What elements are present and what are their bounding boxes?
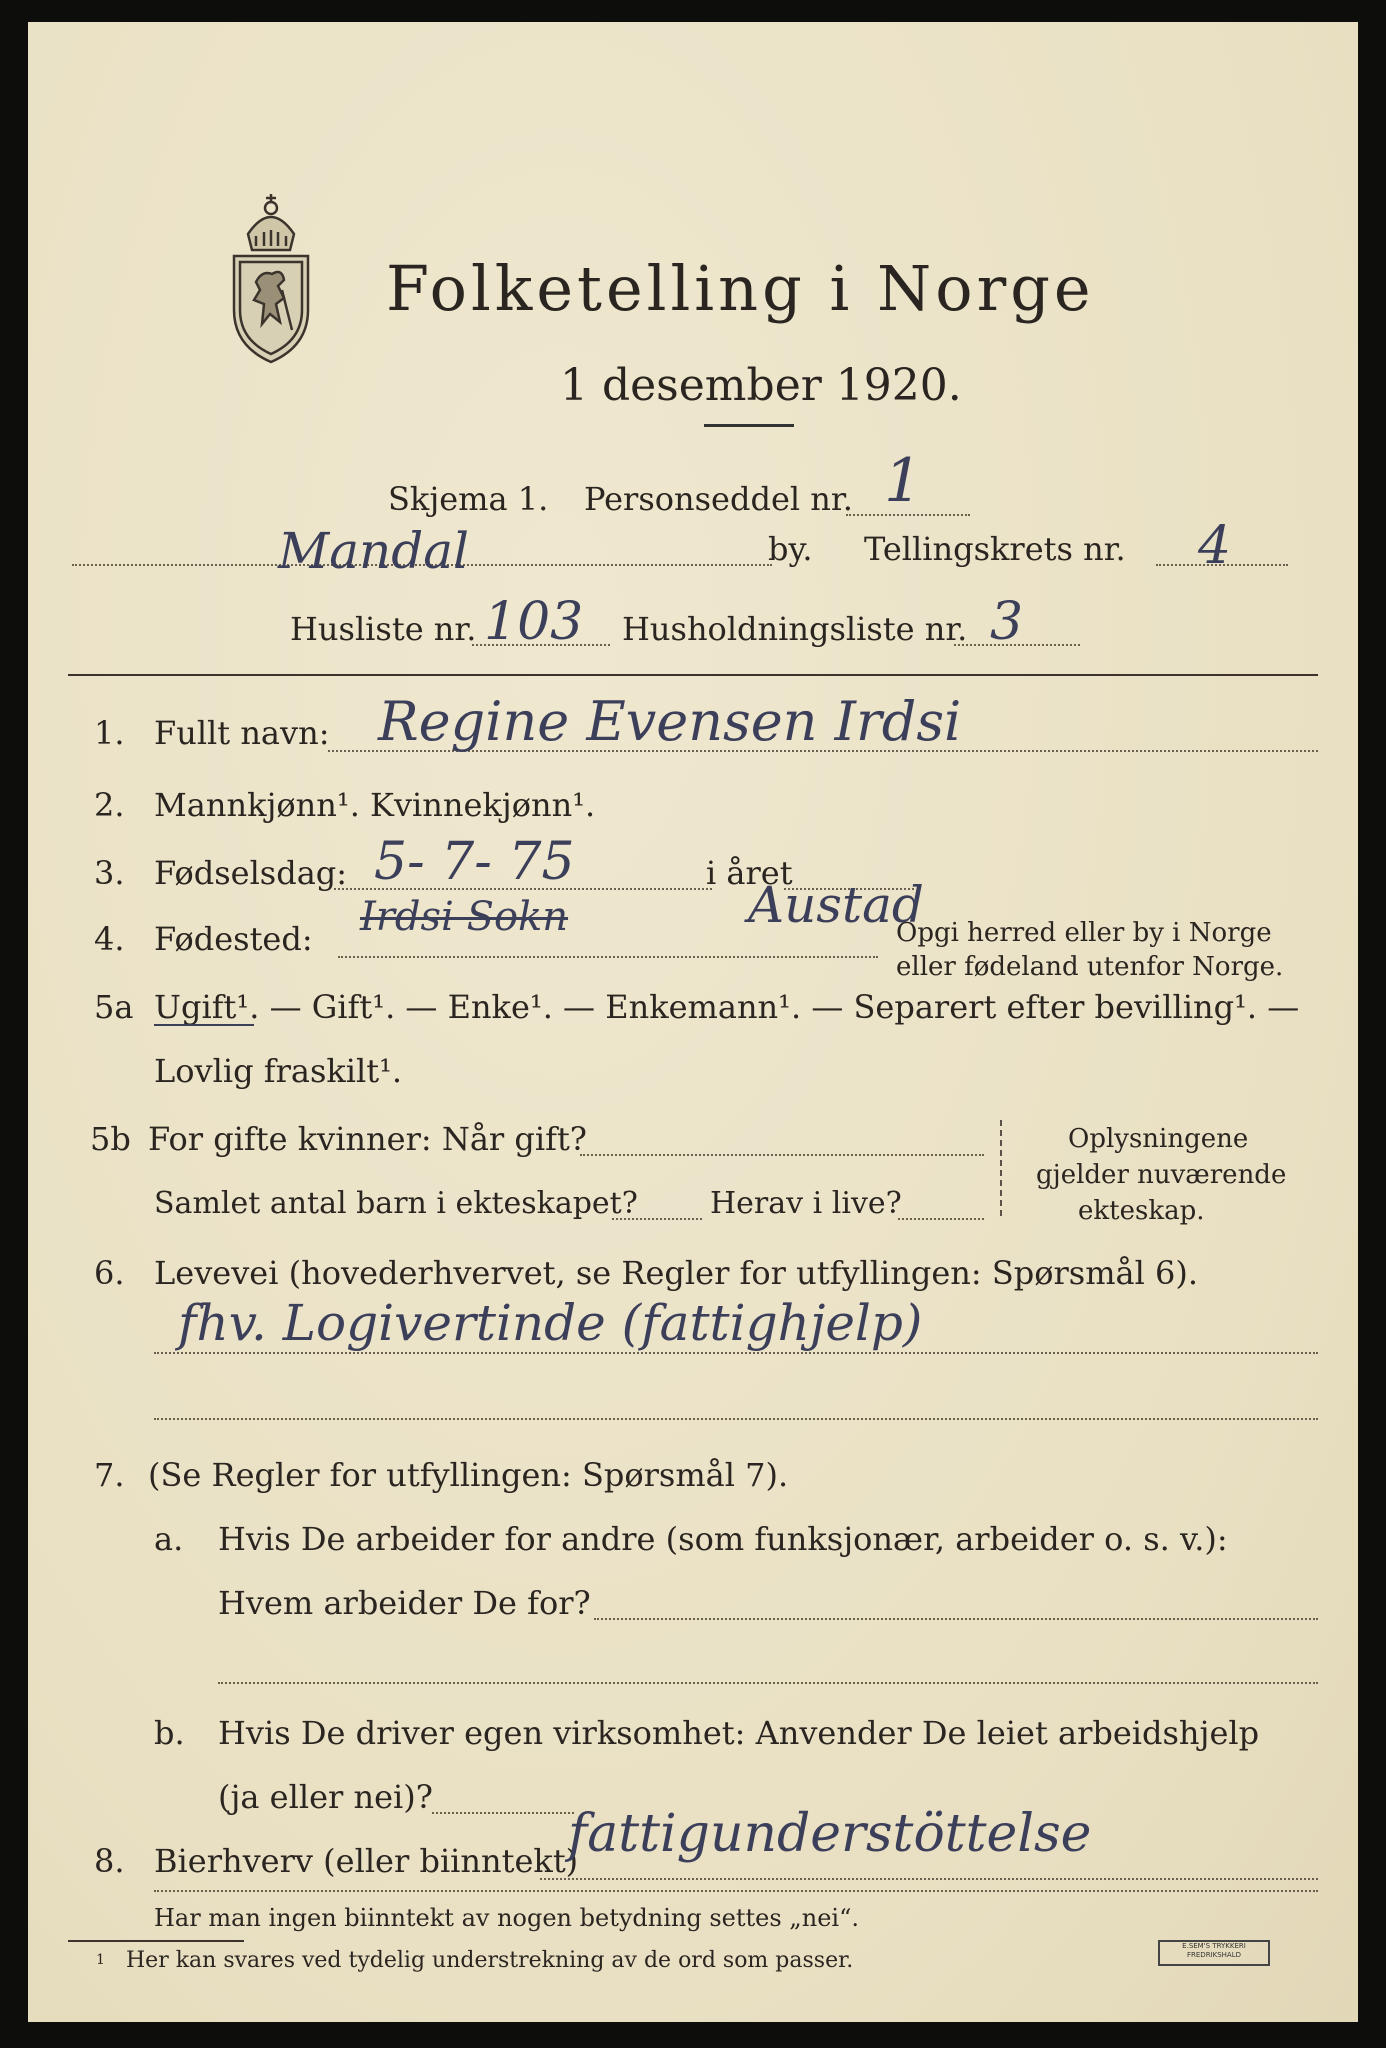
nei-note: Har man ingen biinntekt av nogen betydning settes „nei“. <box>154 1904 859 1932</box>
q5a-number: 5a <box>94 988 134 1026</box>
q4-label: Fødested: <box>154 920 313 958</box>
form-date: 1 desember 1920. <box>560 360 962 411</box>
q7b-line2: (ja eller nei)? <box>218 1778 433 1816</box>
printer-stamp <box>1158 1940 1270 1966</box>
footnote-text: Her kan svares ved tydelig understrekning av de ord som passer. <box>126 1948 854 1973</box>
q5a-underline-mark <box>154 1024 254 1026</box>
q6-value: fhv. Logivertinde (fattighjelp) <box>178 1294 923 1352</box>
q6-label: Levevei (hovederhvervet, se Regler for utfyllingen: Spørsmål 6). <box>154 1254 1199 1292</box>
q3-suffix: i året <box>706 854 793 892</box>
census-form <box>28 22 1358 2022</box>
q5b-note2: gjelder nuværende <box>1036 1160 1287 1190</box>
q6-field-2 <box>154 1418 1318 1420</box>
header-divider <box>68 674 1318 676</box>
title-divider <box>704 424 794 427</box>
personseddel-value: 1 <box>884 446 923 516</box>
q5a-line1: Ugift¹. — Gift¹. — Enke¹. — Enkemann¹. — Separert efter bevilling¹. — <box>154 988 1300 1026</box>
tellingskrets-value: 4 <box>1198 516 1232 576</box>
q5b-alive-field <box>898 1218 984 1220</box>
q4-field <box>338 956 878 958</box>
q4-note-line1: Opgi herred eller by i Norge <box>896 918 1272 948</box>
q5b-married-field <box>580 1154 984 1156</box>
q4-note-line2: eller fødeland utenfor Norge. <box>896 952 1284 982</box>
q5b-note1: Oplysningene <box>1068 1124 1249 1154</box>
q3-number: 3. <box>94 854 125 892</box>
by-label: by. <box>768 530 813 568</box>
q5b-children-label: Samlet antal barn i ekteskapet? <box>154 1186 638 1221</box>
q5b-line1: For gifte kvinner: Når gift? <box>148 1120 587 1158</box>
q7a-field-2 <box>218 1682 1318 1684</box>
q7-number: 7. <box>94 1456 125 1494</box>
q7a-field-1 <box>594 1618 1318 1620</box>
personseddel-label: Personseddel nr. <box>584 480 853 518</box>
q3-label: Fødselsdag: <box>154 854 348 892</box>
q8-field-2 <box>154 1890 1318 1892</box>
q2-label: Mannkjønn¹. Kvinnekjønn¹. <box>154 786 596 824</box>
q7a-letter: a. <box>154 1520 184 1558</box>
q4-value: Austad <box>748 876 924 934</box>
printer-city: FREDRIKSHALD <box>1186 1951 1241 1959</box>
q1-value: Regine Evensen Irdsi <box>378 690 962 753</box>
husholdningsliste-value: 3 <box>990 592 1024 652</box>
q7a-line2: Hvem arbeider De for? <box>218 1584 591 1622</box>
husliste-label: Husliste nr. <box>290 610 477 648</box>
form-title: Folketelling i Norge <box>386 252 1095 325</box>
husliste-value: 103 <box>484 592 584 652</box>
q5b-bracket <box>1000 1120 1002 1216</box>
coat-of-arms-icon <box>226 190 316 366</box>
footnote-divider <box>68 1940 244 1942</box>
q5a-line2: Lovlig fraskilt¹. <box>154 1052 403 1090</box>
q1-label: Fullt navn: <box>154 714 330 752</box>
q7b-field <box>432 1812 574 1814</box>
q7b-letter: b. <box>154 1714 185 1752</box>
q5b-number: 5b <box>90 1120 131 1158</box>
q1-number: 1. <box>94 714 125 752</box>
q8-field-1 <box>540 1878 1318 1880</box>
q5b-alive-label: Herav i live? <box>710 1186 902 1221</box>
q3-value: 5- 7- 75 <box>374 832 575 892</box>
q5b-children-field <box>612 1218 702 1220</box>
place-value: Mandal <box>278 522 470 580</box>
q4-value-struck: Irdsi Sokn <box>360 894 569 940</box>
q2-number: 2. <box>94 786 125 824</box>
q4-number: 4. <box>94 920 125 958</box>
footnote-mark: 1 <box>96 1952 105 1968</box>
q6-field-1 <box>154 1352 1318 1354</box>
husholdningsliste-label: Husholdningsliste nr. <box>622 610 968 648</box>
tellingskrets-label: Tellingskrets nr. <box>864 530 1126 568</box>
q7a-line1: Hvis De arbeider for andre (som funksjonær, arbeider o. s. v.): <box>218 1520 1228 1558</box>
skjema-label: Skjema 1. <box>388 480 549 518</box>
q5b-note3: ekteskap. <box>1078 1196 1205 1226</box>
q7b-line1: Hvis De driver egen virksomhet: Anvender De leiet arbeidshjelp <box>218 1714 1260 1752</box>
q8-value: fattigunderstöttelse <box>568 1804 1092 1864</box>
q8-label: Bierhverv (eller biinntekt) <box>154 1842 579 1880</box>
q7-label: (Se Regler for utfyllingen: Spørsmål 7). <box>148 1456 789 1494</box>
q6-number: 6. <box>94 1254 125 1292</box>
q8-number: 8. <box>94 1842 125 1880</box>
printer-name: E.SEM'S TRYKKERI <box>1182 1942 1246 1950</box>
